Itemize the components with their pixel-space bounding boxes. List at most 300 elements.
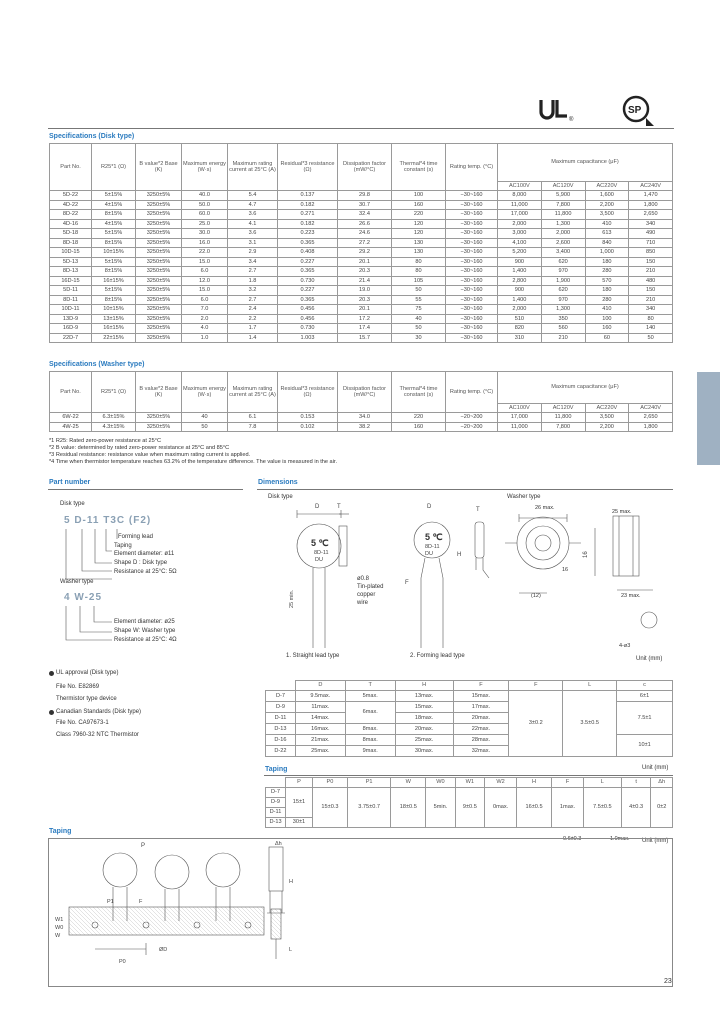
- table-cell: 3250±5%: [136, 333, 182, 343]
- table-cell: 60: [585, 333, 629, 343]
- ul-logo-icon: [535, 97, 577, 123]
- tt-p0: 15±0.3: [312, 788, 347, 828]
- side-tab: [697, 372, 720, 465]
- dimtab-cell: 5max.: [345, 691, 395, 702]
- dimtab-f2: 3±0.2: [509, 691, 563, 757]
- table-cell: 10±15%: [92, 248, 136, 258]
- table-cell: 0.365: [278, 267, 338, 277]
- table-cell: 60.0: [182, 210, 228, 220]
- dimtab-cell: 22max.: [453, 724, 509, 735]
- svg-text:F: F: [139, 899, 143, 905]
- taping-col-header: Δh: [651, 778, 673, 788]
- table-cell: 100: [392, 191, 446, 201]
- pn-disk-item-5: Resistance at 25°C: 5Ω: [114, 569, 177, 575]
- ul-device: Thermistor type device: [56, 696, 117, 702]
- table-cell: 7,800: [541, 200, 585, 210]
- dimensions-rule: [257, 489, 673, 490]
- table-cell: 55: [392, 295, 446, 305]
- table-cell: 0.227: [278, 257, 338, 267]
- table-cell: 8±15%: [92, 267, 136, 277]
- table-cell: 8,000: [498, 191, 542, 201]
- lead-note-2: Tin-plated: [357, 584, 384, 590]
- col-partno: Part No.: [50, 144, 92, 191]
- table-row: [50, 276, 673, 286]
- table-cell: −30~160: [446, 333, 498, 343]
- taping-col-header: W2: [485, 778, 517, 788]
- tt-f: 1max.: [552, 788, 584, 828]
- svg-text:D: D: [315, 504, 320, 510]
- dimtab-row-label: D-7: [266, 691, 296, 702]
- washer-dim-3: (12): [531, 593, 541, 599]
- table-cell: 15.7: [338, 333, 392, 343]
- table-cell: 4,100: [498, 238, 542, 248]
- taping-col-header: P0: [312, 778, 347, 788]
- table-cell: −30~160: [446, 305, 498, 315]
- table-cell: 3250±5%: [136, 413, 182, 423]
- table-row: [50, 305, 673, 315]
- part-number-cell: 16D-9: [50, 324, 92, 334]
- washer-dim-6: 4-ø3: [619, 643, 631, 649]
- pn-washer-item-3: Resistance at 25°C: 4Ω: [114, 637, 177, 643]
- svg-text:25 min.: 25 min.: [289, 589, 295, 608]
- page-number: 23: [664, 978, 672, 985]
- table-cell: 3.6: [228, 229, 278, 239]
- table-cell: 0.456: [278, 314, 338, 324]
- dimtab-cell: 11max.: [295, 702, 345, 713]
- table-cell: 0.102: [278, 422, 338, 432]
- pn-washer-item-1: Element diameter: ø25: [114, 619, 175, 625]
- table-cell: 4.3±15%: [92, 422, 136, 432]
- table-cell: 30.7: [338, 200, 392, 210]
- table-cell: 3.1: [228, 238, 278, 248]
- table-cell: 160: [585, 324, 629, 334]
- table-cell: 3,500: [585, 413, 629, 423]
- table-cell: 50: [182, 422, 228, 432]
- washer-dim-1: 26 max.: [535, 505, 555, 511]
- dimtab-cell: 13max.: [395, 691, 453, 702]
- table-row: [50, 314, 673, 324]
- csa-title: Canadian Standards (Disk type): [56, 709, 142, 715]
- w-col-rating: Rating temp. (°C): [446, 372, 498, 413]
- col-ac100: AC100V: [498, 182, 542, 191]
- table-cell: 3250±5%: [136, 210, 182, 220]
- table-cell: 100: [585, 314, 629, 324]
- table-cell: 2,650: [629, 210, 673, 220]
- table-cell: 310: [498, 333, 542, 343]
- table-cell: 5,200: [498, 248, 542, 258]
- w-col-partno: Part No.: [50, 372, 92, 413]
- table-cell: 900: [498, 286, 542, 296]
- tt-row-label: D-9: [266, 798, 286, 808]
- table-cell: 150: [629, 286, 673, 296]
- table-cell: 160: [392, 422, 446, 432]
- table-cell: 2.2: [228, 314, 278, 324]
- dimtab-cell: 9max.: [345, 746, 395, 757]
- dimtab-cell: 8max.: [345, 735, 395, 746]
- table-cell: 480: [629, 276, 673, 286]
- table-cell: 710: [629, 238, 673, 248]
- washer-dim-5: 16: [562, 567, 569, 573]
- tt-row-label: D-13: [266, 818, 286, 828]
- table-cell: 20.1: [338, 257, 392, 267]
- col-ac220: AC220V: [585, 182, 629, 191]
- svg-text:®: ®: [569, 117, 574, 123]
- w-col-residual: Residual*3 resistance (Ω): [278, 372, 338, 413]
- table-cell: 820: [498, 324, 542, 334]
- taping-table-title: Taping: [265, 766, 288, 773]
- disk-spec-title: Specifications (Disk type): [49, 133, 135, 140]
- table-cell: 20.3: [338, 295, 392, 305]
- part-number-cell: 22D-7: [50, 333, 92, 343]
- ul-approval-title: UL approval (Disk type): [56, 670, 119, 676]
- table-cell: 17.4: [338, 324, 392, 334]
- dimtab-row-label: D-9: [266, 702, 296, 713]
- forming-lead-label: 2. Forming lead type: [410, 653, 465, 659]
- w-col-capacitance: Maximum capacitance (μF): [498, 372, 673, 404]
- w-col-ac120: AC120V: [541, 404, 585, 413]
- table-cell: 2,800: [498, 276, 542, 286]
- table-row: [50, 286, 673, 296]
- col-residual: Residual*3 resistance (Ω): [278, 144, 338, 191]
- table-cell: 350: [541, 314, 585, 324]
- table-cell: 0.227: [278, 286, 338, 296]
- table-cell: 410: [585, 219, 629, 229]
- table-cell: 4±15%: [92, 219, 136, 229]
- table-cell: 8±15%: [92, 238, 136, 248]
- table-cell: 3250±5%: [136, 248, 182, 258]
- table-cell: −30~160: [446, 248, 498, 258]
- table-cell: 38.2: [338, 422, 392, 432]
- table-row: [50, 422, 673, 432]
- svg-text:Δh: Δh: [275, 841, 282, 847]
- svg-text:DU: DU: [425, 551, 433, 557]
- dimtab-h6: L: [563, 681, 617, 691]
- svg-text:T: T: [337, 504, 341, 510]
- taping-table-rule: [264, 775, 673, 776]
- svg-text:ØD: ØD: [159, 947, 168, 953]
- pn-disk-item-1: Forming lead: [118, 534, 154, 540]
- table-cell: −20~200: [446, 422, 498, 432]
- table-cell: 2,200: [585, 422, 629, 432]
- table-row: [50, 413, 673, 423]
- table-cell: 0.137: [278, 191, 338, 201]
- tt-p-b: 30±1: [286, 818, 313, 828]
- table-cell: 120: [392, 229, 446, 239]
- csa-class: Class 7960-32 NTC Thermistor: [56, 732, 139, 738]
- table-cell: 2.0: [182, 314, 228, 324]
- taping-col-header: P1: [348, 778, 391, 788]
- table-cell: 80: [629, 314, 673, 324]
- part-number-cell: 10D-15: [50, 248, 92, 258]
- table-cell: 30: [392, 333, 446, 343]
- svg-text:H: H: [289, 879, 293, 885]
- table-cell: 11,800: [541, 413, 585, 423]
- table-cell: 2,600: [541, 238, 585, 248]
- table-cell: 3250±5%: [136, 257, 182, 267]
- w-col-r25: R25*1 (Ω): [92, 372, 136, 413]
- part-number-cell: 8D-11: [50, 295, 92, 305]
- table-cell: 40: [392, 314, 446, 324]
- table-cell: 19.0: [338, 286, 392, 296]
- part-number-rule: [48, 489, 243, 490]
- dimension-drawing: [257, 498, 673, 658]
- csa-bullet: [49, 710, 54, 715]
- pn-disk-item-3: Element diameter: ø11: [114, 551, 175, 557]
- col-ac120: AC120V: [541, 182, 585, 191]
- table-cell: 160: [392, 200, 446, 210]
- table-cell: 3250±5%: [136, 276, 182, 286]
- table-cell: 3,000: [498, 229, 542, 239]
- col-dissipation: Dissipation factor (mW/°C): [338, 144, 392, 191]
- table-cell: 1.8: [228, 276, 278, 286]
- part-number-cell: 5D-22: [50, 191, 92, 201]
- tt-w1: 9±0.5: [455, 788, 485, 828]
- table-cell: 840: [585, 238, 629, 248]
- pn-washer-leaders: [60, 604, 120, 644]
- pn-disk-item-4: Shape D : Disk type: [114, 560, 168, 566]
- dimtab-h1: D: [295, 681, 345, 691]
- table-cell: 180: [585, 257, 629, 267]
- lead-note-4: wire: [357, 600, 369, 606]
- dimtab-cell: 15max.: [453, 691, 509, 702]
- tt-p-a: 15±1: [286, 788, 313, 818]
- col-energy: Maximum energy (W·s): [182, 144, 228, 191]
- table-cell: 21.4: [338, 276, 392, 286]
- part-number-cell: 8D-18: [50, 238, 92, 248]
- table-cell: −30~160: [446, 324, 498, 334]
- svg-text:P: P: [141, 843, 146, 849]
- dimtab-h2: T: [345, 681, 395, 691]
- table-cell: 3250±5%: [136, 219, 182, 229]
- dimtab-cell: 8max.: [345, 724, 395, 735]
- table-cell: −30~160: [446, 200, 498, 210]
- table-cell: 2,000: [498, 219, 542, 229]
- table-cell: 1.7: [228, 324, 278, 334]
- table-cell: 1,470: [629, 191, 673, 201]
- dimtab-row-label: D-11: [266, 713, 296, 724]
- dimtab-cell: 25max.: [295, 746, 345, 757]
- part-number-cell: 5D-11: [50, 286, 92, 296]
- w-col-ac100: AC100V: [498, 404, 542, 413]
- svg-text:W: W: [55, 933, 61, 939]
- table-cell: 130: [392, 238, 446, 248]
- part-number-cell: 13D-9: [50, 314, 92, 324]
- w-col-thermal: Thermal*4 time constant (s): [392, 372, 446, 413]
- table-cell: 0.271: [278, 210, 338, 220]
- table-cell: 11,800: [541, 210, 585, 220]
- taping-table: [265, 777, 673, 828]
- table-cell: −30~160: [446, 229, 498, 239]
- table-cell: 26.6: [338, 219, 392, 229]
- table-row: [50, 333, 673, 343]
- dimtab-h4: F: [453, 681, 509, 691]
- table-cell: 25.0: [182, 219, 228, 229]
- tt-h: 16±0.5: [517, 788, 552, 828]
- dimtab-cell: 9.5max.: [295, 691, 345, 702]
- taping-col-header: W0: [426, 778, 455, 788]
- dimtab-row-label: D-22: [266, 746, 296, 757]
- table-cell: 150: [629, 257, 673, 267]
- table-cell: 120: [392, 219, 446, 229]
- table-cell: 29.2: [338, 248, 392, 258]
- table-cell: 17,000: [498, 413, 542, 423]
- footnote-1: *1 R25: Rated zero-power resistance at 25°C: [49, 438, 161, 444]
- w-col-ac220: AC220V: [585, 404, 629, 413]
- table-cell: 510: [498, 314, 542, 324]
- table-cell: 280: [585, 295, 629, 305]
- table-cell: −30~160: [446, 219, 498, 229]
- table-cell: 3250±5%: [136, 324, 182, 334]
- table-row: [50, 267, 673, 277]
- col-current: Maximum rating current at 25°C (A): [228, 144, 278, 191]
- table-cell: 27.2: [338, 238, 392, 248]
- svg-text:W0: W0: [55, 925, 64, 931]
- taping-fig-title: Taping: [49, 828, 72, 835]
- part-number-cell: 4D-16: [50, 219, 92, 229]
- part-number-cell: 4W-25: [50, 422, 92, 432]
- dimtab-row-label: D-13: [266, 724, 296, 735]
- table-cell: 6.3±15%: [92, 413, 136, 423]
- pn-washer-code: 4 W-25: [64, 592, 103, 603]
- table-cell: 340: [629, 219, 673, 229]
- table-cell: 22±15%: [92, 333, 136, 343]
- table-cell: 11,000: [498, 200, 542, 210]
- dimtab-c2: 7.5±1: [617, 702, 673, 735]
- w-col-energy: Maximum energy (W·s): [182, 372, 228, 413]
- table-cell: 11,000: [498, 422, 542, 432]
- table-cell: 4±15%: [92, 200, 136, 210]
- table-cell: 13±15%: [92, 314, 136, 324]
- table-cell: 5±15%: [92, 257, 136, 267]
- taping-col-header: [266, 778, 286, 788]
- taping-fig-unit: Unit (mm): [642, 838, 669, 844]
- w-col-ac240: AC240V: [629, 404, 673, 413]
- tt-w: 18±0.5: [391, 788, 426, 828]
- taping-table-unit: Unit (mm): [642, 765, 669, 771]
- table-cell: 1.0: [182, 333, 228, 343]
- table-cell: 340: [629, 305, 673, 315]
- taping-extra-1: 0.6±0.3: [563, 836, 582, 842]
- tt-dh: 0±2: [651, 788, 673, 828]
- taping-col-header: L: [583, 778, 621, 788]
- table-cell: 210: [629, 267, 673, 277]
- washer-spec-title: Specifications (Washer type): [49, 361, 145, 368]
- svg-text:H: H: [457, 552, 462, 558]
- table-cell: 4.7: [228, 200, 278, 210]
- table-cell: 2,200: [585, 200, 629, 210]
- svg-text:L: L: [289, 947, 293, 953]
- table-cell: 1,800: [629, 422, 673, 432]
- table-row: [50, 295, 673, 305]
- ul-file-no: File No. E82869: [56, 684, 100, 690]
- table-cell: 0.153: [278, 413, 338, 423]
- dimtab-cell: 28max.: [453, 735, 509, 746]
- col-ac240: AC240V: [629, 182, 673, 191]
- table-cell: 620: [541, 286, 585, 296]
- dim-unit: Unit (mm): [636, 656, 663, 662]
- table-cell: 570: [585, 276, 629, 286]
- table-cell: 1,400: [498, 295, 542, 305]
- tt-p1: 3.75±0.7: [348, 788, 391, 828]
- part-number-cell: 5D-18: [50, 229, 92, 239]
- table-cell: −30~160: [446, 295, 498, 305]
- part-number-cell: 4D-22: [50, 200, 92, 210]
- table-cell: 0.730: [278, 324, 338, 334]
- table-cell: 12.0: [182, 276, 228, 286]
- footnote-3: *3 Residual resistance: resistance value when maximum rating current is applied.: [49, 452, 251, 458]
- table-cell: 180: [585, 286, 629, 296]
- table-cell: 0.456: [278, 305, 338, 315]
- table-cell: 1.4: [228, 333, 278, 343]
- lead-note-1: ø0.8: [357, 576, 370, 582]
- taping-col-header: t: [621, 778, 651, 788]
- taping-col-header: W: [391, 778, 426, 788]
- svg-text:8D-11: 8D-11: [425, 544, 440, 550]
- table-cell: 34.0: [338, 413, 392, 423]
- table-cell: 5±15%: [92, 229, 136, 239]
- table-cell: 900: [498, 257, 542, 267]
- dimtab-cell: 6max.: [345, 702, 395, 724]
- dimtab-h3: H: [395, 681, 453, 691]
- part-number-cell: 6W-22: [50, 413, 92, 423]
- table-cell: 3,500: [585, 210, 629, 220]
- taping-figure: [49, 839, 672, 986]
- table-cell: −20~200: [446, 413, 498, 423]
- table-row: [50, 219, 673, 229]
- dimtab-c3: 10±1: [617, 735, 673, 757]
- part-number-title: Part number: [49, 479, 91, 486]
- table-cell: 2.7: [228, 295, 278, 305]
- table-cell: 2,000: [498, 305, 542, 315]
- part-number-cell: 8D-13: [50, 267, 92, 277]
- svg-text:SP: SP: [628, 105, 642, 116]
- table-cell: 1,800: [629, 200, 673, 210]
- col-rating: Rating temp. (°C): [446, 144, 498, 191]
- table-cell: 15.0: [182, 257, 228, 267]
- footnote-2: *2 B value: determined by rated zero-power resistance at 25°C and 85°C: [49, 445, 230, 451]
- table-cell: 20.1: [338, 305, 392, 315]
- table-cell: 140: [629, 324, 673, 334]
- w-col-dissipation: Dissipation factor (mW/°C): [338, 372, 392, 413]
- table-cell: 50: [629, 333, 673, 343]
- dimtab-h5: F: [509, 681, 563, 691]
- table-cell: −30~160: [446, 191, 498, 201]
- taping-col-header: H: [517, 778, 552, 788]
- dimtab-l: 3.5±0.5: [563, 691, 617, 757]
- taping-extra-2: 1.0max.: [610, 836, 630, 842]
- table-row: [50, 200, 673, 210]
- table-cell: 80: [392, 267, 446, 277]
- table-cell: 0.365: [278, 295, 338, 305]
- dimtab-c1: 6±1: [617, 691, 673, 702]
- taping-col-header: F: [552, 778, 584, 788]
- w-col-bvalue: B value*2 Base (K): [136, 372, 182, 413]
- table-cell: 29.8: [338, 191, 392, 201]
- table-cell: 2,000: [541, 229, 585, 239]
- table-cell: 7,800: [541, 422, 585, 432]
- table-cell: 850: [629, 248, 673, 258]
- dimtab-h0: [266, 681, 296, 691]
- svg-text:F: F: [405, 580, 409, 586]
- table-cell: 1,300: [541, 219, 585, 229]
- table-cell: 4.0: [182, 324, 228, 334]
- table-cell: 410: [585, 305, 629, 315]
- pn-disk-code: 5 D-11 T3C (F2): [64, 515, 152, 526]
- table-cell: 3,400: [541, 248, 585, 258]
- table-row: [50, 229, 673, 239]
- table-cell: 613: [585, 229, 629, 239]
- lead-note-3: copper: [357, 592, 376, 598]
